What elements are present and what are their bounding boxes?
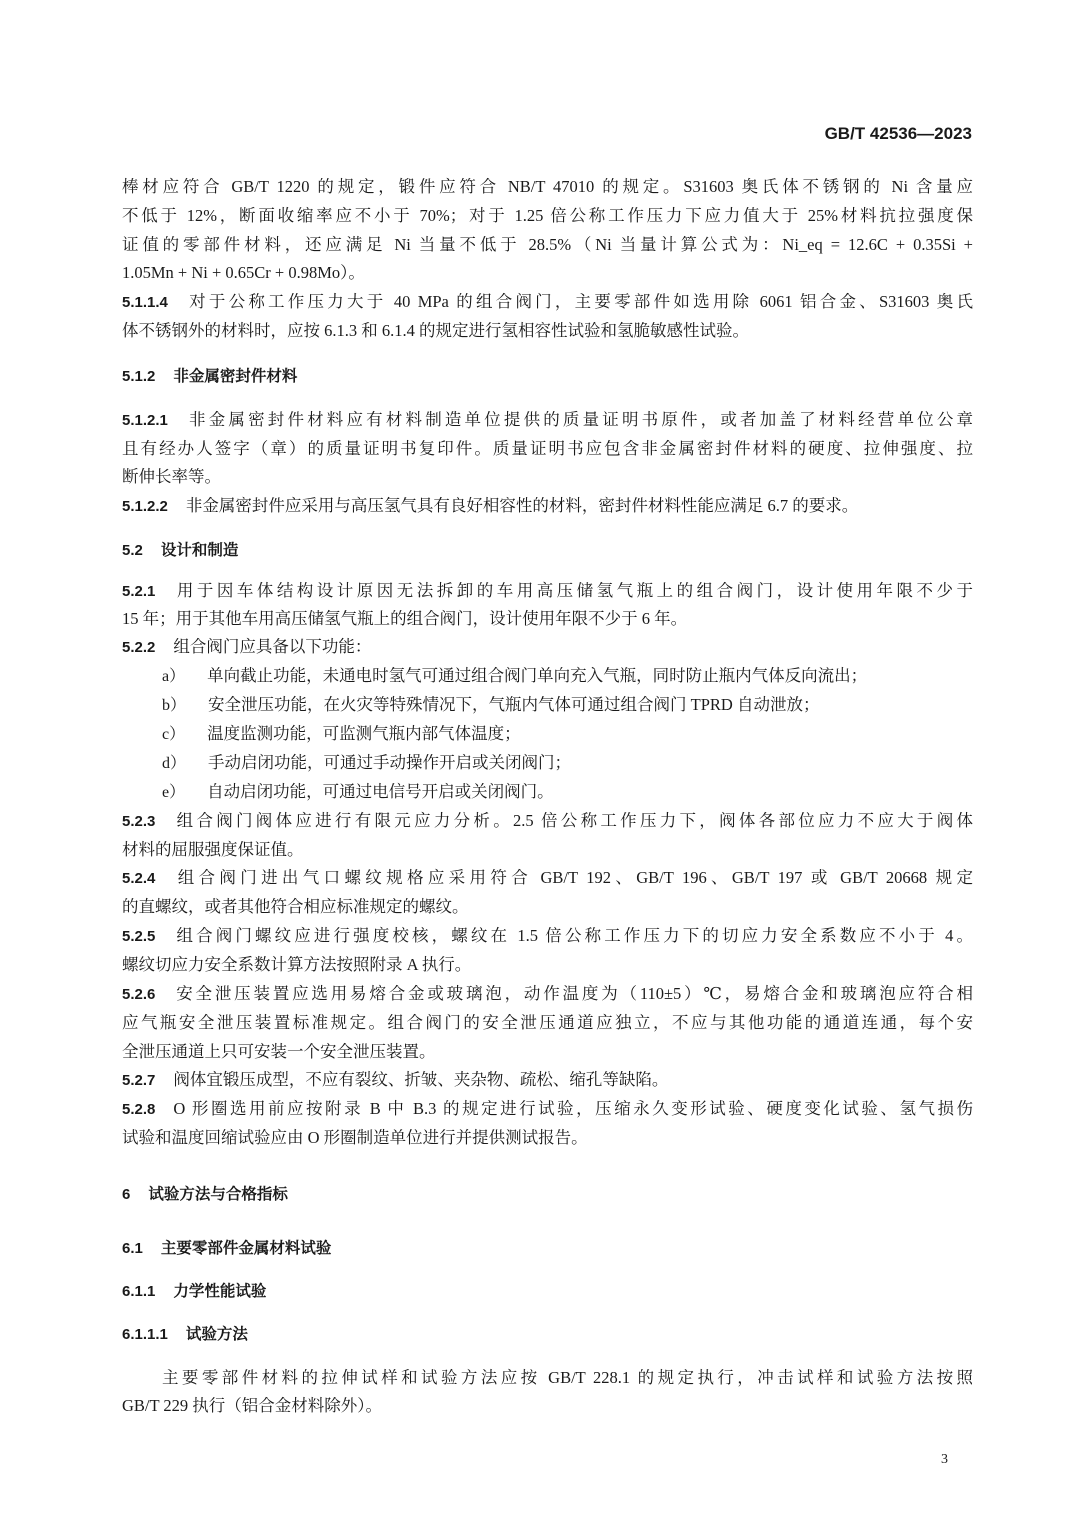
text-line [122, 233, 973, 257]
text-line [122, 437, 973, 461]
clause-number: 5.2.1 [122, 583, 156, 600]
clause-text: 组合阀门应具备以下功能： [173, 637, 372, 656]
clause-text: 螺纹切应力安全系数计算方法按照附录 A 执行。 [122, 955, 472, 974]
list-item [162, 780, 973, 805]
clause-number: a） [162, 668, 186, 685]
clause-text: 主要零部件金属材料试验 [160, 1239, 332, 1257]
clause-number: 6.1.1 [122, 1283, 156, 1300]
clause-text: 不低于 12%，断面收缩率应不小于 70%；对于 1.25 倍公称工作压力下应力值大于 25%材料抗拉强度保 [122, 206, 973, 225]
clause-text: 体不锈钢外的材料时，应按 6.1.3 和 6.1.4 的规定进行氢相容性试验和氢脆敏感性试验。 [122, 321, 749, 340]
clause-text: 非金属密封件材料 [173, 367, 298, 385]
clause-text: 非金属密封件材料应有材料制造单位提供的质量证明书原件，或者加盖了材料经营单位公章 [185, 410, 973, 429]
clause-text: 应气瓶安全泄压装置标准规定。组合阀门的安全泄压通道应独立，不应与其他功能的通道连通，每个安 [122, 1013, 973, 1032]
clause-text: 用于因车体结构设计原因无法拆卸的车用高压储氢气瓶上的组合阀门，设计使用年限不少于 [173, 581, 973, 600]
clause-number: 5.2.2 [122, 639, 156, 656]
clause-number: 5.2.5 [122, 928, 156, 945]
text-line [162, 1366, 973, 1390]
clause-number: 5.1.2.1 [122, 412, 168, 429]
clause-text: 自动启闭功能，可通过电信号开启或关闭阀门。 [207, 782, 554, 801]
clause-text: 手动启闭功能，可通过手动操作开启或关闭阀门； [208, 753, 572, 772]
clause-text: 组合阀门进出气口螺纹规格应采用符合 GB/T 192、GB/T 196、GB/T 197 或 GB/T 20668 规定 [173, 868, 973, 887]
clause-text: 安全泄压功能，在火灾等特殊情况下，气瓶内气体可通过组合阀门 TPRD 自动泄放； [208, 695, 820, 714]
text-line [122, 319, 973, 343]
clause-number: d） [162, 755, 187, 772]
text-line [122, 494, 973, 519]
list-item [162, 664, 973, 689]
section-heading [122, 1182, 973, 1207]
text-line [122, 1394, 973, 1418]
text-line [122, 838, 973, 862]
clause-text: 对于公称工作压力大于 40 MPa 的组合阀门，主要零部件如选用除 6061 铝合金、S31603 奥氏 [185, 292, 973, 311]
clause-text: 组合阀门阀体应进行有限元应力分析。2.5 倍公称工作压力下，阀体各部位应力不应大于阀体 [173, 811, 973, 830]
clause-number: 5.1.1.4 [122, 294, 168, 311]
text-line [122, 290, 973, 315]
text-line [122, 1068, 973, 1093]
text-line [122, 1040, 973, 1064]
clause-text: 单向截止功能，未通电时氢气可通过组合阀门单向充入气瓶，同时防止瓶内气体反向流出； [207, 666, 868, 685]
clause-text: 试验方法与合格指标 [148, 1185, 288, 1203]
text-line [122, 1097, 973, 1122]
clause-number: 5.2.7 [122, 1072, 156, 1089]
clause-number: b） [162, 697, 187, 714]
clause-number: 6.1.1.1 [122, 1326, 168, 1343]
list-item [162, 693, 973, 718]
text-line [122, 175, 973, 199]
text-line [122, 579, 973, 604]
text-line [122, 866, 973, 891]
list-item [162, 751, 973, 776]
text-line [122, 809, 973, 834]
text-line [122, 465, 973, 489]
text-line [122, 895, 973, 919]
clause-text: 温度监测功能，可监测气瓶内部气体温度； [207, 724, 521, 743]
clause-number: 5.2 [122, 542, 143, 559]
clause-text: 安全泄压装置应选用易熔合金或玻璃泡，动作温度为（110±5）℃，易熔合金和玻璃泡应符合相 [173, 984, 973, 1003]
text-line [122, 607, 973, 631]
clause-text: 且有经办人签字（章）的质量证明书复印件。质量证明书应包含非金属密封件材料的硬度、拉伸强度、拉 [122, 439, 973, 458]
text-line [122, 204, 973, 228]
section-heading [122, 1236, 973, 1261]
clause-number: 5.2.6 [122, 986, 156, 1003]
clause-text: 1.05Mn + Ni + 0.65Cr + 0.98Mo）。 [122, 263, 365, 282]
clause-text: O 形圈选用前应按附录 B 中 B.3 的规定进行试验，压缩永久变形试验、硬度变化试验、氢气损伤 [173, 1099, 973, 1118]
text-line [122, 982, 973, 1007]
clause-text: 材料的屈服强度保证值。 [122, 840, 304, 859]
clause-number: 6.1 [122, 1240, 143, 1257]
clause-number: 6 [122, 1186, 131, 1203]
clause-number: 5.2.8 [122, 1101, 156, 1118]
list-item [162, 722, 973, 747]
text-line [122, 1011, 973, 1035]
clause-text: 阀体宜锻压成型，不应有裂纹、折皱、夹杂物、疏松、缩孔等缺陷。 [173, 1070, 669, 1089]
page-number: 3 [941, 1452, 948, 1467]
clause-number: 5.1.2 [122, 368, 156, 385]
text-line [122, 635, 973, 660]
clause-number: c） [162, 726, 186, 743]
standard-number-header: GB/T 42536—2023 [824, 124, 972, 143]
text-line [122, 408, 973, 433]
text-line [122, 953, 973, 977]
section-heading [122, 1322, 973, 1347]
clause-text: GB/T 229 执行（铝合金材料除外）。 [122, 1396, 383, 1415]
clause-text: 非金属密封件应采用与高压氢气具有良好相容性的材料，密封件材料性能应满足 6.7 的要求。 [185, 496, 859, 515]
text-line [122, 924, 973, 949]
clause-text: 设计和制造 [160, 541, 239, 559]
clause-text: 的直螺纹，或者其他符合相应标准规定的螺纹。 [122, 897, 469, 916]
clause-text: 15 年；用于其他车用高压储氢气瓶上的组合阀门，设计使用年限不少于 6 年。 [122, 609, 688, 628]
text-line [122, 1126, 973, 1150]
clause-text: 试验方法 [185, 1325, 248, 1343]
clause-text: 棒材应符合 GB/T 1220 的规定，锻件应符合 NB/T 47010 的规定。S31603 奥氏体不锈钢的 Ni 含量应 [122, 177, 973, 196]
clause-number: e） [162, 784, 186, 801]
clause-text: 全泄压通道上只可安装一个安全泄压装置。 [122, 1042, 436, 1061]
clause-text: 断伸长率等。 [122, 467, 221, 486]
section-heading [122, 364, 973, 389]
clause-text: 试验和温度回缩试验应由 O 形圈制造单位进行并提供测试报告。 [122, 1128, 588, 1147]
clause-text: 主要零部件材料的拉伸试样和试验方法应按 GB/T 228.1 的规定执行，冲击试样和试验方法按照 [162, 1368, 973, 1387]
clause-text: 力学性能试验 [173, 1282, 267, 1300]
clause-text: 证值的零部件材料，还应满足 Ni 当量不低于 28.5%（Ni 当量计算公式为：Ni_eq = 12.6C + 0.35Si + [122, 235, 973, 254]
clause-text: 组合阀门螺纹应进行强度校核，螺纹在 1.5 倍公称工作压力下的切应力安全系数应不小于 4。 [173, 926, 973, 945]
clause-number: 5.2.4 [122, 870, 156, 887]
clause-number: 5.2.3 [122, 813, 156, 830]
section-heading [122, 1279, 973, 1304]
clause-number: 5.1.2.2 [122, 498, 168, 515]
text-line [122, 261, 973, 285]
section-heading [122, 538, 973, 563]
